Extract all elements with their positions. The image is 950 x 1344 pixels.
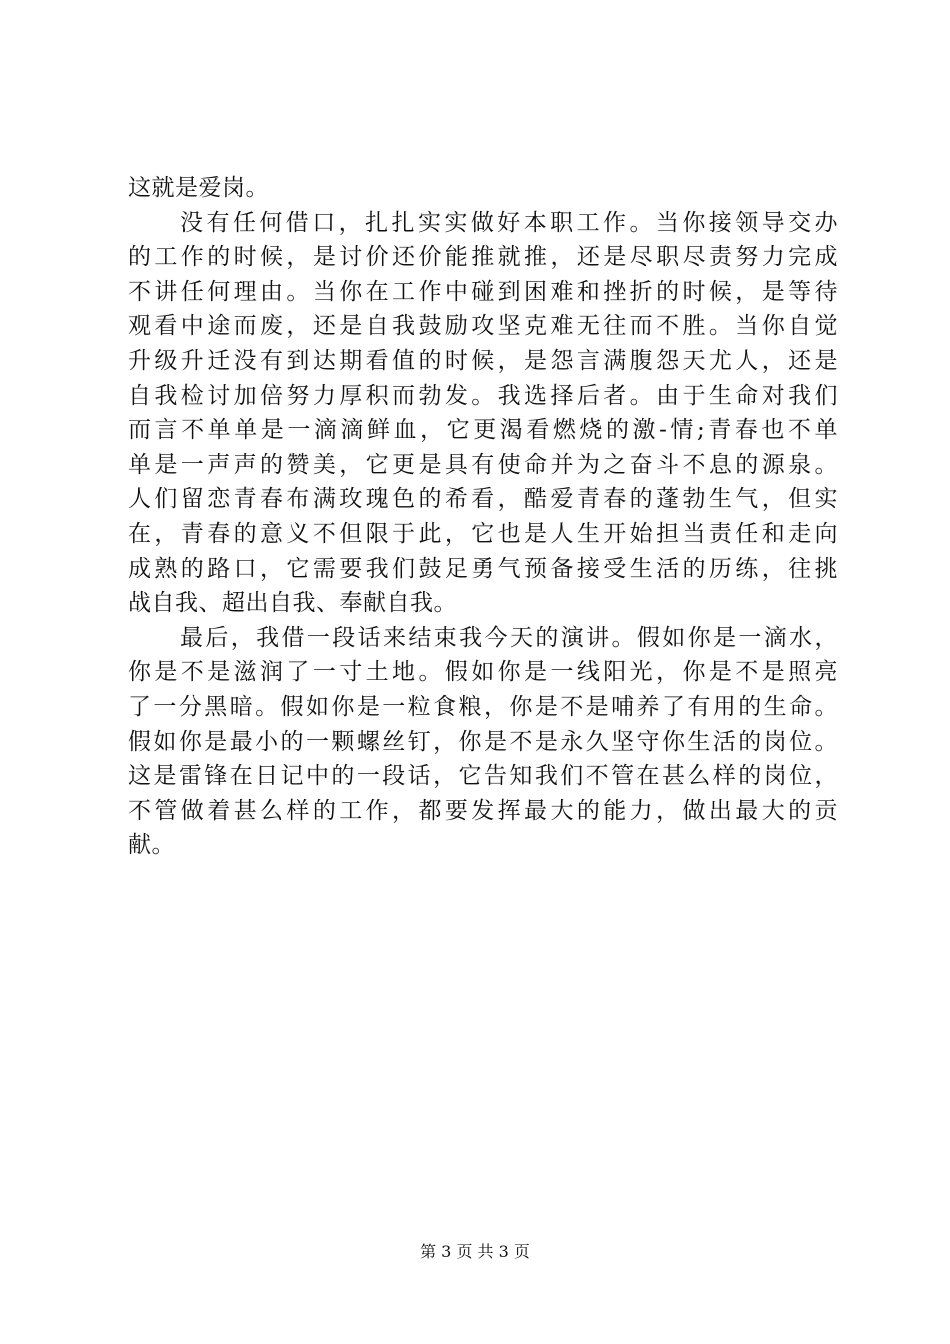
- paragraph-line: 献。: [128, 832, 175, 859]
- paragraph-line: 人们留恋青春布满玫瑰色的希看，酷爱青春的蓬勃生气，但实: [128, 486, 838, 513]
- paragraph-line: 这是雷锋在日记中的一段话，它告知我们不管在甚么样的岗位，: [128, 763, 838, 790]
- paragraph-line: 单是一声声的赞美，它更是具有使命并为之奋斗不息的源泉。: [128, 451, 838, 478]
- paragraph-line: 假如你是最小的一颗螺丝钉，你是不是永久坚守你生活的岗位。: [128, 728, 838, 755]
- paragraph-line: 没有任何借口，扎扎实实做好本职工作。当你接领导交办: [180, 209, 838, 236]
- paragraph-line: 这就是爱岗。: [128, 175, 269, 201]
- page-number-footer: 第 3 页 共 3 页: [420, 1242, 530, 1261]
- document-body: [128, 171, 838, 863]
- paragraph-line: 不管做着甚么样的工作，都要发挥最大的能力，做出最大的贡: [128, 797, 838, 824]
- paragraph-line: 自我检讨加倍努力厚积而勃发。我选择后者。由于生命对我们: [128, 382, 838, 409]
- paragraph-line: 了一分黑暗。假如你是一粒食粮，你是不是哺养了有用的生命。: [128, 693, 838, 720]
- paragraph-line: 而言不单单是一滴滴鲜血，它更渴看燃烧的激-情;青春也不单: [128, 417, 838, 444]
- paragraph-line: 最后，我借一段话来结束我今天的演讲。假如你是一滴水，: [180, 624, 838, 651]
- paragraph-line: 战自我、超出自我、奉献自我。: [128, 590, 457, 617]
- paragraph-line: 的工作的时候，是讨价还价能推就推，还是尽职尽责努力完成: [128, 244, 838, 271]
- paragraph-line: 升级升迁没有到达期看值的时候，是怨言满腹怨天尤人，还是: [128, 347, 838, 374]
- paragraph-line: 在，青春的意义不但限于此，它也是人生开始担当责任和走向: [128, 520, 838, 547]
- paragraph-line: 不讲任何理由。当你在工作中碰到困难和挫折的时候，是等待: [128, 278, 838, 305]
- paragraph-line: 观看中途而废，还是自我鼓励攻坚克难无往而不胜。当你自觉: [128, 313, 838, 340]
- paragraph-line: 你是不是滋润了一寸土地。假如你是一线阳光，你是不是照亮: [128, 659, 838, 686]
- paragraph-line: 成熟的路口，它需要我们鼓足勇气预备接受生活的历练，往挑: [128, 555, 838, 582]
